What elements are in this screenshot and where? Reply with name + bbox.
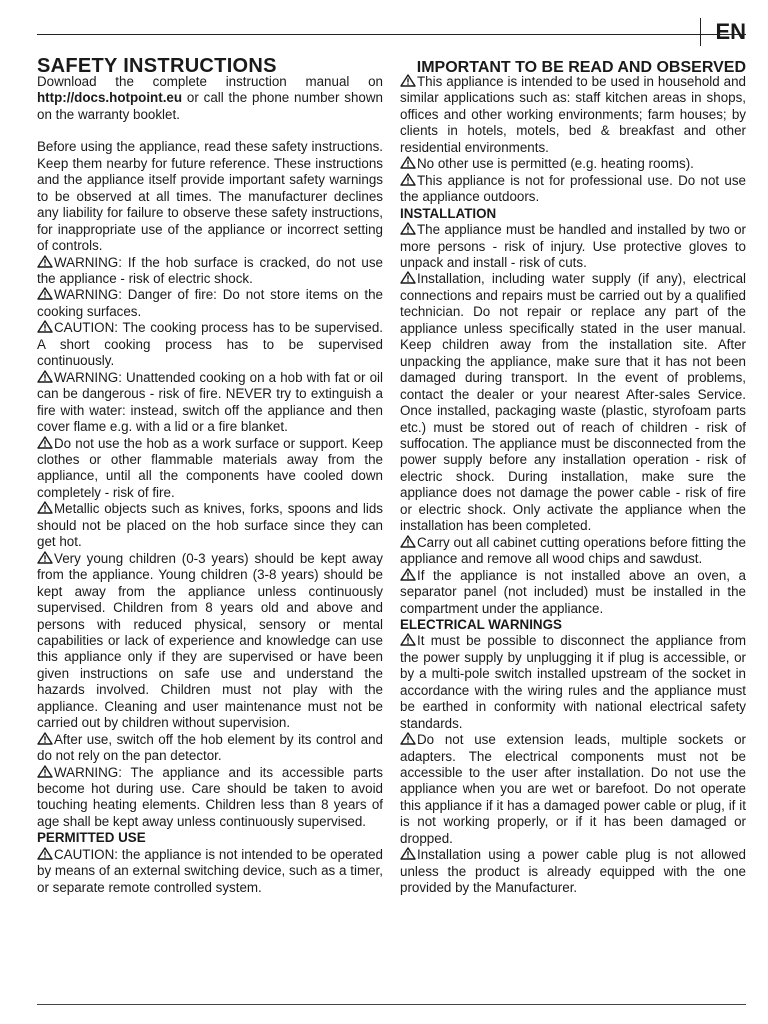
docs-link[interactable]: http://docs.hotpoint.eu bbox=[37, 90, 183, 106]
warning-triangle-icon bbox=[37, 551, 53, 564]
warning-item: No other use is permitted (e.g. heating rooms). bbox=[400, 156, 746, 172]
warning-item: This appliance is intended to be used in household and similar applications such as: staff kitchen areas in shops, offices and other working environments; farm houses; by clients in hotels, motels, bed & breakfast and other residential environments. bbox=[400, 74, 746, 155]
permitted-use-heading: PERMITTED USE bbox=[37, 830, 146, 846]
warning-item: WARNING: If the hob surface is cracked, do not use the appliance - risk of electric shock. bbox=[37, 254, 383, 286]
warning-item: CAUTION: the appliance is not intended to be operated by means of an external switching device, such as a timer, or separate remote controlled system. bbox=[37, 846, 383, 895]
warning-item: WARNING: Danger of fire: Do not store items on the cooking surfaces. bbox=[37, 287, 383, 319]
page-title: SAFETY INSTRUCTIONS bbox=[37, 55, 277, 78]
warning-item: Carry out all cabinet cutting operations before fitting the appliance and remove all wood chips and sawdust. bbox=[400, 534, 746, 567]
left-column bbox=[37, 74, 383, 896]
warning-item: CAUTION: The cooking process has to be supervised. A short cooking process has to be supervised continuously. bbox=[37, 320, 383, 369]
warning-triangle-icon bbox=[400, 732, 416, 745]
warning-item: This appliance is not for professional use. Do not use the appliance outdoors. bbox=[400, 172, 746, 205]
warning-item: Do not use extension leads, multiple sockets or adapters. The electrical components must not be accessible to the user after installation. Do not use the appliance when you are wet or barefoot. Do not operate this appliance if it has a damaged power cable or plug, if it is not working properly, or if it has been damaged or dropped. bbox=[400, 732, 746, 846]
warning-item: Very young children (0-3 years) should be kept away from the appliance. Young children (3-8 years) should be kept away from the appliance unless continuously supervised. Children from 8 years old and above and persons with reduced physical, sensory or mental capabilities or lack of experience and knowledge can use this appliance only if they are supervised or have been given instructions on safe use and understand the hazards involved. Children must not play with the appliance. Cleaning and user maintenance must not be carried out by children without supervision. bbox=[37, 550, 383, 731]
electrical-warnings-heading: ELECTRICAL WARNINGS bbox=[400, 616, 562, 632]
warning-item: If the appliance is not installed above an oven, a separator panel (not included) must be installed in the compartment under the appliance. bbox=[400, 567, 746, 616]
warning-triangle-icon bbox=[400, 156, 416, 169]
warning-item: WARNING: Unattended cooking on a hob with fat or oil can be dangerous - risk of fire. NEVER try to extinguish a fire with water: instead, switch off the appliance and then cover flame e.g. with a lid or a fire blanket. bbox=[37, 369, 383, 435]
warning-triangle-icon bbox=[37, 255, 53, 268]
warning-triangle-icon bbox=[37, 320, 53, 333]
page-subtitle: IMPORTANT TO BE READ AND OBSERVED bbox=[416, 59, 746, 77]
warning-triangle-icon bbox=[400, 74, 416, 87]
warning-triangle-icon bbox=[400, 173, 416, 186]
warning-item: Installation, including water supply (if any), electrical connections and repairs must be carried out by a qualified technician. Do not repair or replace any part of the appliance unless specifically stated in the user manual. Keep children away from the installation site. After unpacking the appliance, make sure that it has not been damaged during transport. In the event of problems, contact the dealer or your nearest After-sales Service. Once installed, packaging waste (plastic, styrofoam parts etc.) must be stored out of reach of children - risk of suffocation. The appliance must be disconnected from the power supply before any installation operation - risk of electric shock. During installation, make sure the appliance does not damage the power cable - risk of fire or electric shock. Only activate the appliance when the installation has been completed. bbox=[400, 271, 746, 534]
warning-triangle-icon bbox=[400, 633, 416, 646]
warning-triangle-icon bbox=[37, 436, 53, 449]
warning-item: Installation using a power cable plug is not allowed unless the product is already equipped with the one provided by the Manufacturer. bbox=[400, 847, 746, 896]
language-tab: EN bbox=[700, 18, 746, 46]
warning-item: The appliance must be handled and installed by two or more persons - risk of injury. Use protective gloves to unpack and install - risk of cuts. bbox=[400, 222, 746, 270]
top-rule bbox=[37, 34, 746, 35]
warning-triangle-icon bbox=[400, 222, 416, 235]
warning-triangle-icon bbox=[37, 732, 53, 745]
bottom-rule bbox=[37, 1004, 746, 1005]
intro-paragraph: Download the complete instruction manual on http://docs.hotpoint.eu or call the phone number shown on the warranty booklet. bbox=[37, 74, 383, 122]
warning-item: Do not use the hob as a work surface or support. Keep clothes or other flammable materials away from the appliance, until all the components have cooled down completely - risk of fire. bbox=[37, 435, 383, 500]
before-use-paragraph: Before using the appliance, read these safety instructions. Keep them nearby for future reference. These instructions and the appliance itself provide important safety warnings to be observed at all times. The manufacturer declines any liability for failure to observe these safety instructions, for inappropriate use of the appliance or incorrect setting of controls. bbox=[37, 139, 383, 254]
warning-triangle-icon bbox=[37, 287, 53, 300]
warning-triangle-icon bbox=[400, 271, 416, 284]
warning-triangle-icon bbox=[400, 568, 416, 581]
warning-item: It must be possible to disconnect the appliance from the power supply by unplugging it if plug is accessible, or by a multi-pole switch installed upstream of the socket in accordance with the wiring rules and the appliance must be earthed in conformity with national electrical safety standards. bbox=[400, 633, 746, 731]
right-column bbox=[400, 74, 746, 897]
warning-item: WARNING: The appliance and its accessible parts become hot during use. Care should be taken to avoid touching heating elements. Children less than 8 years of age shall be kept away unless continuously supervised. bbox=[37, 764, 383, 829]
warning-item: Metallic objects such as knives, forks, spoons and lids should not be placed on the hob surface since they can get hot. bbox=[37, 501, 383, 550]
warning-triangle-icon bbox=[37, 765, 53, 778]
warning-triangle-icon bbox=[400, 535, 416, 548]
warning-triangle-icon bbox=[37, 501, 53, 514]
warning-triangle-icon bbox=[37, 847, 53, 860]
warning-triangle-icon bbox=[37, 370, 53, 383]
installation-heading: INSTALLATION bbox=[400, 205, 497, 221]
warning-triangle-icon bbox=[400, 847, 416, 860]
warning-item: After use, switch off the hob element by its control and do not rely on the pan detector. bbox=[37, 731, 383, 764]
